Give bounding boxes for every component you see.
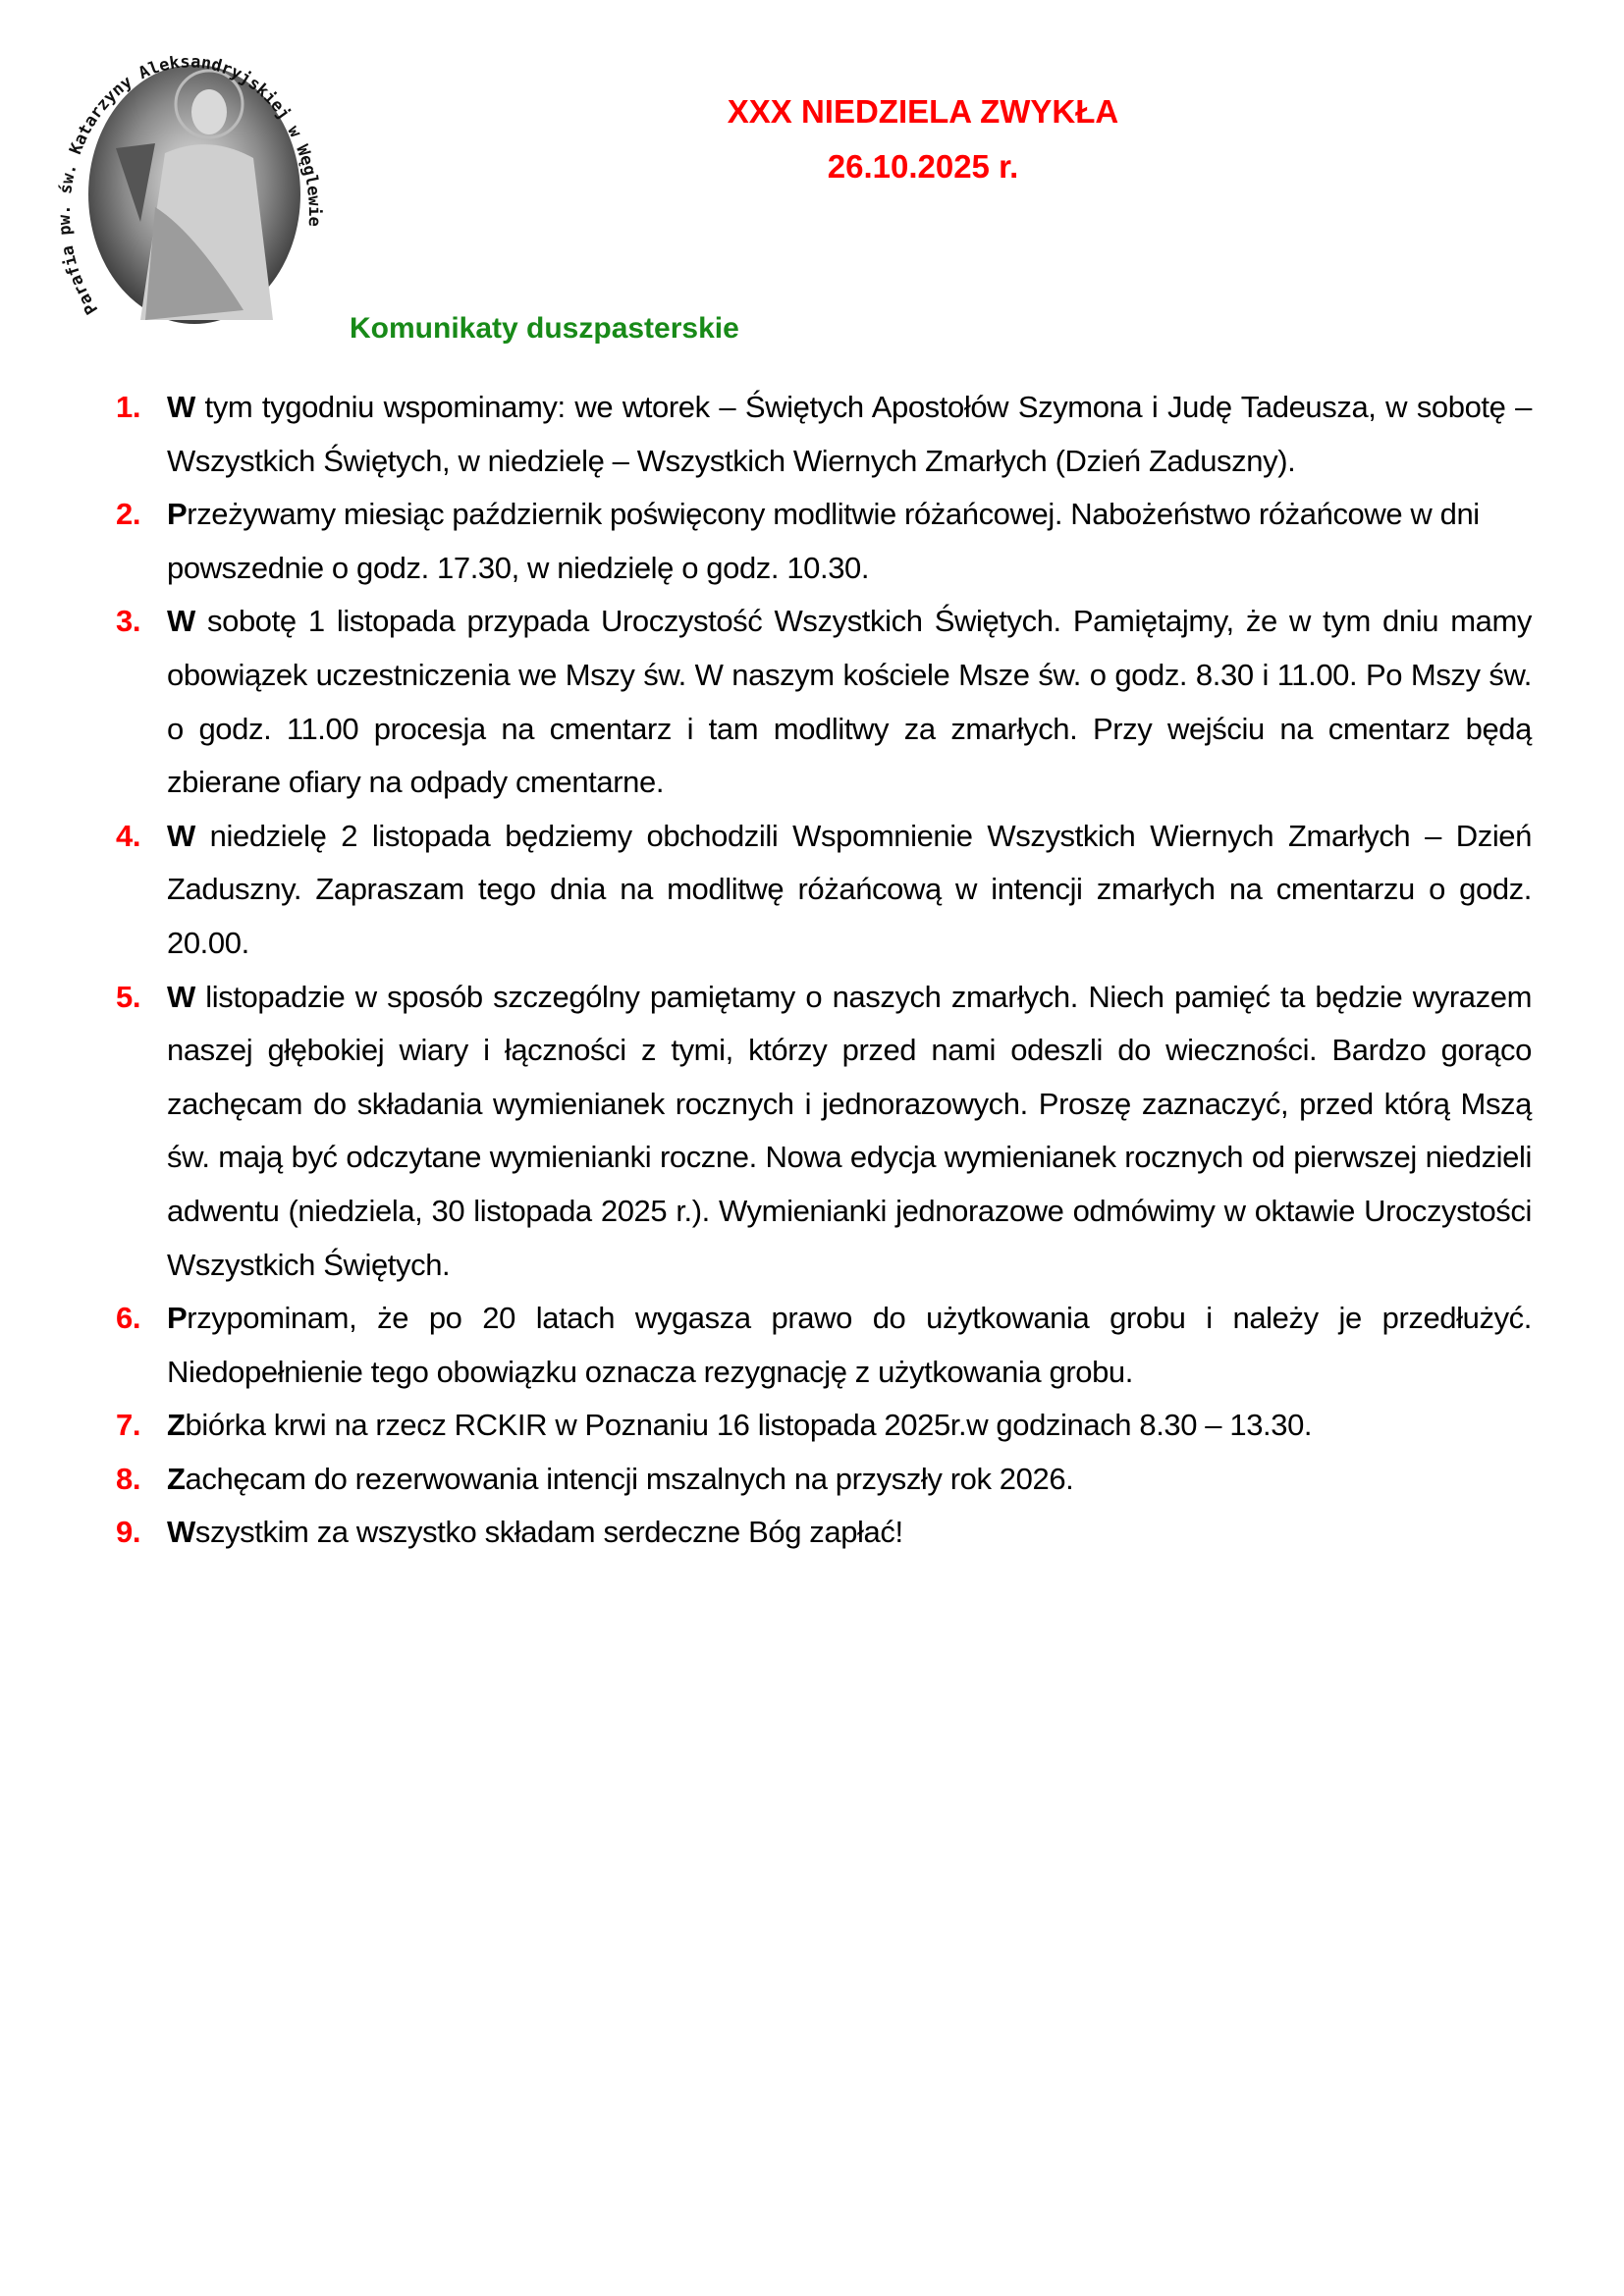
saint-catherine-portrait-icon bbox=[47, 35, 332, 349]
announcement-item: 7. Zbiórka krwi na rzecz RCKIR w Poznaniu 16 listopada 2025r.w godzinach 8.30 – 13.30. bbox=[116, 1399, 1532, 1453]
section-title: Komunikaty duszpasterskie bbox=[350, 312, 739, 345]
item-number: 8. bbox=[116, 1461, 141, 1496]
svg-text:Parafia pw. św. Katarzyny Alek: Parafia pw. św. Katarzyny Aleksandryjskiej w Węglewie bbox=[54, 52, 325, 318]
item-number: 5. bbox=[116, 979, 141, 1014]
item-number: 6. bbox=[116, 1301, 141, 1336]
announcement-item: 1. W tym tygodniu wspominamy: we wtorek – Świętych Apostołów Szymona i Judę Tadeusza, w sobotę – Wszystkich Świętych, w niedzielę – Wszystkich Wiernych Zmarłych (Dzień Zaduszny). bbox=[116, 381, 1532, 488]
item-text: niedzielę 2 listopada będziemy obchodzili Wspomnienie Wszystkich Wiernych Zmarłych – Dzień Zaduszny. Zapraszam tego dnia na modlitwę różańcową w intencji zmarłych na cmentarzu o godz. 20.00. bbox=[167, 818, 1532, 960]
item-text: rzeżywamy miesiąc październik poświęcony modlitwie różańcowej. Nabożeństwo różańcowe w dni powszednie o godz. 17.30, w niedzielę o godz. 10.30. bbox=[167, 497, 1480, 585]
announcement-item: 3. W sobotę 1 listopada przypada Uroczystość Wszystkich Świętych. Pamiętajmy, że w tym dniu mamy obowiązek uczestniczenia we Mszy św. W naszym kościele Msze św. o godz. 8.30 i 11.00. Po Mszy św. o godz. 11.00 procesja na cmentarz i tam modlitwy za zmarłych. Przy wejściu na cmentarz będą zbierane ofiary na odpady cmentarne. bbox=[116, 595, 1532, 809]
announcements-list bbox=[116, 381, 1532, 1560]
item-text: szystkim za wszystko składam serdeczne Bóg zapłać! bbox=[194, 1515, 903, 1550]
item-text: achęcam do rezerwowania intencji mszalnych na przyszły rok 2026. bbox=[185, 1461, 1074, 1496]
item-number: 9. bbox=[116, 1515, 141, 1550]
item-number: 3. bbox=[116, 604, 141, 639]
item-text: biórka krwi na rzecz RCKIR w Poznaniu 16 listopada 2025r.w godzinach 8.30 – 13.30. bbox=[185, 1408, 1313, 1443]
announcement-item: 2. Przeżywamy miesiąc październik poświęcony modlitwie różańcowej. Nabożeństwo różańcowe w dni powszednie o godz. 17.30, w niedzielę o godz. 10.30. bbox=[116, 488, 1532, 595]
title-week: XXX NIEDZIELA ZWYKŁA bbox=[727, 93, 1119, 130]
item-number: 1. bbox=[116, 390, 141, 424]
announcement-item: 5. W listopadzie w sposób szczególny pamiętamy o naszych zmarłych. Niech pamięć ta będzie wyrazem naszej głębokiej wiary i łączności z tymi, którzy przed nami odeszli do wieczności. Bardzo gorąco zachęcam do składania wymienianek rocznych i jednorazowych. Proszę zaznaczyć, przed którą Mszą św. mają być odczytane wymienianki roczne. Nowa edycja wymienianek rocznych od pierwszej niedzieli adwentu (niedziela, 30 listopada 2025 r.). Wymienianki jednorazowe odmówimy w oktawie Uroczystości Wszystkich Świętych. bbox=[116, 971, 1532, 1293]
announcement-item: 8. Zachęcam do rezerwowania intencji mszalnych na przyszły rok 2026. bbox=[116, 1453, 1532, 1507]
page-title bbox=[628, 84, 1218, 194]
item-number: 2. bbox=[116, 497, 141, 532]
announcement-item: 4. W niedzielę 2 listopada będziemy obchodzili Wspomnienie Wszystkich Wiernych Zmarłych – Dzień Zaduszny. Zapraszam tego dnia na modlitwę różańcową w intencji zmarłych na cmentarzu o godz. 20.00. bbox=[116, 810, 1532, 971]
title-date: 26.10.2025 r. bbox=[827, 148, 1019, 185]
item-number: 7. bbox=[116, 1408, 141, 1443]
announcement-item: 9. Wszystkim za wszystko składam serdeczne Bóg zapłać! bbox=[116, 1506, 1532, 1560]
item-text: rzypominam, że po 20 latach wygasza prawo do użytkowania grobu i należy je przedłużyć. Niedopełnienie tego obowiązku oznacza rezygnację z użytkowania grobu. bbox=[167, 1301, 1532, 1389]
item-text: listopadzie w sposób szczególny pamiętamy o naszych zmarłych. Niech pamięć ta będzie wyrazem naszej głębokiej wiary i łączności z tymi, którzy przed nami odeszli do wieczności. Bardzo gorąco zachęcam do składania wymienianek rocznych i jednorazowych. Proszę zaznaczyć, przed którą Mszą św. mają być odczytane wymienianki roczne. Nowa edycja wymienianek rocznych od pierwszej niedzieli adwentu (niedziela, 30 listopada 2025 r.). Wymienianki jednorazowe odmówimy w oktawie Uroczystości Wszystkich Świętych. bbox=[167, 979, 1532, 1282]
item-text: tym tygodniu wspominamy: we wtorek – Świętych Apostołów Szymona i Judę Tadeusza, w sobotę – Wszystkich Świętych, w niedzielę – Wszystkich Wiernych Zmarłych (Dzień Zaduszny). bbox=[167, 390, 1532, 478]
parish-logo bbox=[47, 35, 332, 349]
item-text: sobotę 1 listopada przypada Uroczystość Wszystkich Świętych. Pamiętajmy, że w tym dniu mamy obowiązek uczestniczenia we Mszy św. W naszym kościele Msze św. o godz. 8.30 i 11.00. Po Mszy św. o godz. 11.00 procesja na cmentarz i tam modlitwy za zmarłych. Przy wejściu na cmentarz będą zbierane ofiary na odpady cmentarne. bbox=[167, 604, 1532, 800]
announcement-item: 6. Przypominam, że po 20 latach wygasza prawo do użytkowania grobu i należy je przedłużyć. Niedopełnienie tego obowiązku oznacza rezygnację z użytkowania grobu. bbox=[116, 1292, 1532, 1399]
item-number: 4. bbox=[116, 818, 141, 853]
